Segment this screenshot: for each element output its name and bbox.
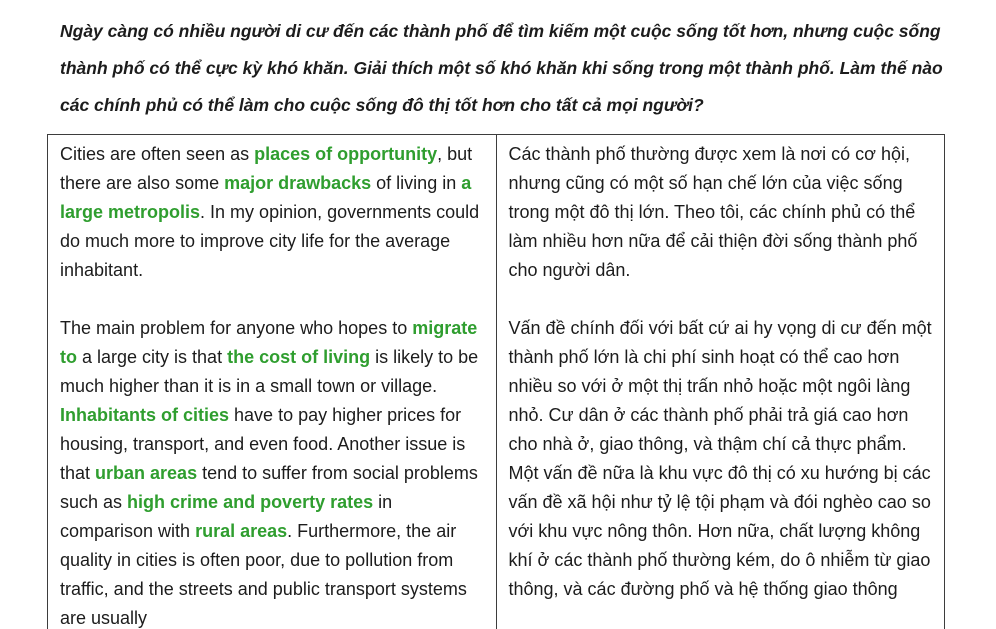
text-run: . In my opinion, governments could do much more to improve city life for the average inhabitant.	[60, 202, 480, 280]
highlighted-phrase: Inhabitants of cities	[60, 405, 230, 425]
text-run: tend to suffer from social problems such as	[60, 463, 478, 512]
highlighted-phrase: major drawbacks	[224, 173, 372, 193]
essay-paragraph	[60, 314, 484, 629]
text-run: have to pay higher prices for housing, transport, and even food. Another issue is that	[60, 405, 466, 483]
essay-prompt: Ngày càng có nhiều người di cư đến các thành phố để tìm kiếm một cuộc sống tốt hơn, nhưng cuộc sống thành phố có thể cực kỳ khó khăn. Giải thích một số khó khăn khi sống trong một thành phố. Làm thế nào các chính phủ có thể làm cho cuộc sống đô thị tốt hơn cho tất cả mọi người?	[60, 21, 943, 115]
english-essay-cell	[48, 135, 497, 629]
table-row	[48, 135, 945, 629]
text-run: of living in	[371, 173, 462, 193]
text-run: in comparison with	[60, 492, 393, 541]
highlighted-phrase: a large metropolis	[60, 173, 472, 222]
highlighted-phrase: migrate to	[60, 318, 478, 367]
highlighted-phrase: high crime and poverty rates	[127, 492, 374, 512]
text-run: is likely to be much higher than it is in a small town or village.	[60, 347, 479, 396]
highlighted-phrase: rural areas	[195, 521, 288, 541]
essay-paragraph	[60, 140, 484, 285]
essay-paragraph	[509, 140, 933, 285]
text-run: a large city is that	[77, 347, 228, 367]
text-run: Các thành phố thường được xem là nơi có cơ hội, nhưng cũng có một số hạn chế lớn của việc sống trong một đô thị lớn. Theo tôi, các chính phủ có thể làm nhiều hơn nữa để cải thiện đời sống thành phố cho người dân.	[508, 144, 918, 280]
vietnamese-translation-cell	[496, 135, 945, 629]
text-run: Cities are often seen as	[60, 144, 255, 164]
essay-paragraph	[509, 314, 933, 604]
text-run: The main problem for anyone who hopes to	[60, 318, 413, 338]
highlighted-phrase: places of opportunity	[254, 144, 438, 164]
highlighted-phrase: the cost of living	[227, 347, 371, 367]
translation-table	[47, 134, 945, 629]
text-run: . Furthermore, the air quality in cities is often poor, due to pollution from traffic, and the streets and public transport systems are usually	[60, 521, 467, 628]
highlighted-phrase: urban areas	[95, 463, 198, 483]
text-run: , but there are also some	[60, 144, 473, 193]
text-run: Vấn đề chính đối với bất cứ ai hy vọng di cư đến một thành phố lớn là chi phí sinh hoạt có thể cao hơn nhiều so với ở một thị trấn nhỏ hoặc một ngôi làng nhỏ. Cư dân ở các thành phố phải trả giá cao hơn cho nhà ở, giao thông, và thậm chí cả thực phẩm. Một vấn đề nữa là khu vực đô thị có xu hướng bị các vấn đề xã hội như tỷ lệ tội phạm và đói nghèo cao so với khu vực nông thôn. Hơn nữa, chất lượng không khí ở các thành phố thường kém, do ô nhiễm từ giao thông, và các đường phố và hệ thống giao thông	[508, 318, 932, 599]
